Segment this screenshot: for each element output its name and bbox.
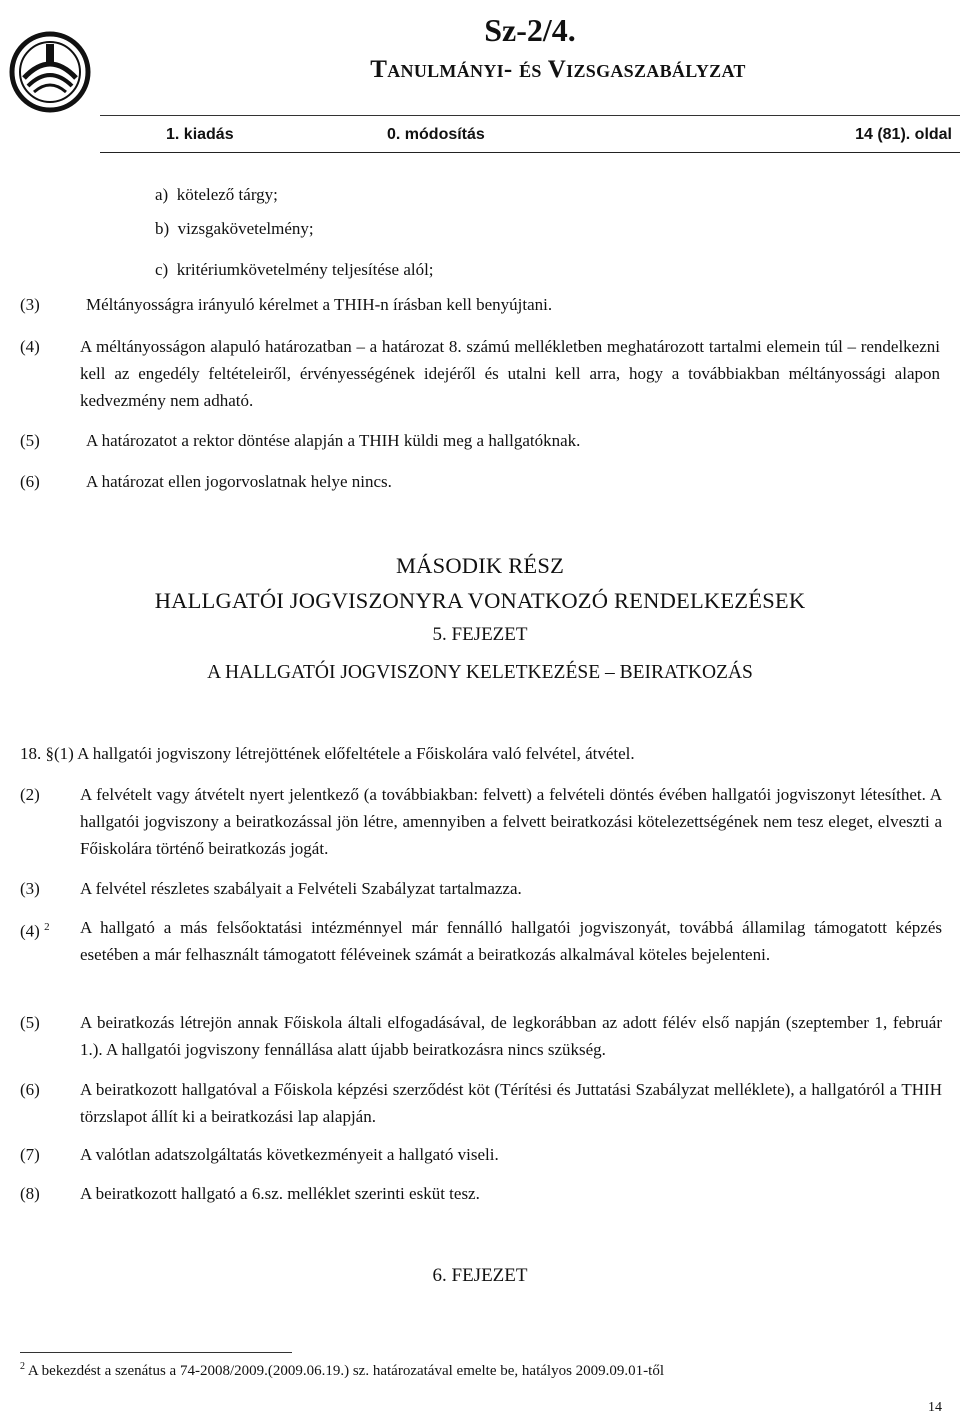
paragraph: [0, 468, 960, 495]
footnote-mark: 2: [20, 1361, 25, 1372]
paragraph-number: (4) $^2$: [20, 921, 50, 941]
list-marker: a): [155, 185, 169, 204]
paragraph-number: (7): [20, 1145, 40, 1164]
paragraph-number: (5): [20, 431, 40, 450]
section-lead: 18. §(1) A hallgatói jogviszony létrejöttének előfeltétele a Főiskolára való felvétel, átvétel.: [20, 744, 635, 763]
document-title: Tanulmányi- és Vizsgaszabályzat: [370, 56, 746, 83]
paragraph-text: A beiratkozás létrejön annak Főiskola általi elfogadásával, de legkorábban az adott félév első napján (szeptember 1, február 1.). A hallgatói jogviszony fennállása alatt újabb beiratkozásra nincs szükség.: [80, 1013, 942, 1059]
paragraph-text: A beiratkozott hallgatóval a Főiskola képzési szerződést köt (Térítési és Juttatási Szabályzat melléklete), a hallgatóról a THIH törzslapot állít ki a beiratkozási lap alapján.: [80, 1080, 942, 1126]
paragraph: [0, 1141, 942, 1168]
document-code: Sz-2/4.: [484, 12, 576, 48]
list-text: vizsgakövetelmény;: [177, 219, 314, 238]
paragraph: [0, 291, 960, 318]
part-title: MÁSODIK RÉSZ: [395, 553, 565, 578]
paragraph-text: A felvételt vagy átvételt nyert jelentkező (a továbbiakban: felvett) a felvételi döntés évében hallgatói jogviszonyt létesíthet. A hallgatói jogviszony a beiratkozással jön létre, amennyiben a felvett beiratkozási kötelezettségének nem tesz eleget, elveszti a Főiskolára történő beiratkozás jogát.: [80, 785, 942, 858]
paragraph-text: A határozatot a rektor döntése alapján a THIH küldi meg a hallgatóknak.: [86, 431, 581, 450]
list-item: [155, 181, 278, 208]
paragraph-number: (6): [20, 1080, 40, 1099]
part-subtitle: HALLGATÓI JOGVISZONYRA VONATKOZÓ RENDELKEZÉSEK: [154, 588, 806, 613]
header-divider: [100, 115, 960, 116]
list-text: kötelező tárgy;: [176, 185, 278, 204]
footnote-text: A bekezdést a szenátus a 74-2008/2009.(2009.06.19.) sz. határozatával emelte be, hatályos 2009.09.01-től: [25, 1363, 664, 1379]
page-reference: 14 (81). oldal: [855, 126, 952, 143]
footnote-divider: [20, 1352, 292, 1353]
paragraph-text: A felvétel részletes szabályait a Felvételi Szabályzat tartalmazza.: [80, 879, 522, 898]
paragraph-number: (4): [20, 337, 40, 356]
next-chapter-heading: 6. FEJEZET: [432, 1265, 528, 1286]
footnote: [20, 1361, 664, 1380]
list-text: kritériumkövetelmény teljesítése alól;: [176, 260, 434, 279]
page-number: 14: [928, 1400, 942, 1415]
list-item: [155, 215, 314, 242]
chapter-heading: 5. FEJEZET: [432, 624, 528, 645]
paragraph: [0, 1076, 942, 1130]
paragraph-text: A beiratkozott hallgató a 6.sz. melléklet szerinti esküt tesz.: [80, 1184, 480, 1203]
paragraph-text: Méltányosságra irányuló kérelmet a THIH-n írásban kell benyújtani.: [86, 295, 553, 314]
edition-label: 1. kiadás: [166, 126, 234, 143]
paragraph: [0, 914, 942, 968]
paragraph: [0, 427, 960, 454]
paragraph-text: A méltányosságon alapuló határozatban – a határozat 8. számú mellékletben meghatározott tartalmi elemein túl – rendelkezni kell az engedély feltételeiről, érvényességének idejéről és utalni kell arra, hogy a továbbiakban méltányossági alapon kedvezmény nem adható.: [80, 337, 940, 410]
paragraph: [0, 1180, 942, 1207]
list-marker: c): [155, 260, 169, 279]
paragraph-number: (5): [20, 1013, 40, 1032]
paragraph-text: A határozat ellen jogorvoslatnak helye nincs.: [86, 472, 392, 491]
paragraph-number: (6): [20, 472, 40, 491]
footnote-reference: 2: [44, 921, 50, 933]
paragraph-text: A valótlan adatszolgáltatás következményeit a hallgató viseli.: [80, 1145, 499, 1164]
paragraph: [0, 333, 940, 414]
paragraph-text: A hallgató a más felsőoktatási intézménnyel már fennálló hallgatói jogviszonyát, továbbá államilag támogatott képzés esetében a már felhasznált támogatott féléveinek számát a beiratkozás alkalmával köteles bejelenteni.: [80, 918, 942, 964]
paragraph-number: (3): [20, 879, 40, 898]
paragraph: [0, 1009, 942, 1063]
meta-divider: [100, 152, 960, 153]
paragraph: [0, 781, 942, 862]
paragraph: [0, 875, 942, 902]
list-item: [155, 256, 434, 283]
list-marker: b): [155, 219, 170, 238]
paragraph-number: (8): [20, 1184, 40, 1203]
paragraph-number: (3): [20, 295, 40, 314]
paragraph-number: (2): [20, 785, 40, 804]
modification-label: 0. módosítás: [387, 126, 485, 143]
chapter-title: A HALLGATÓI JOGVISZONY KELETKEZÉSE – BEIRATKOZÁS: [207, 662, 753, 683]
